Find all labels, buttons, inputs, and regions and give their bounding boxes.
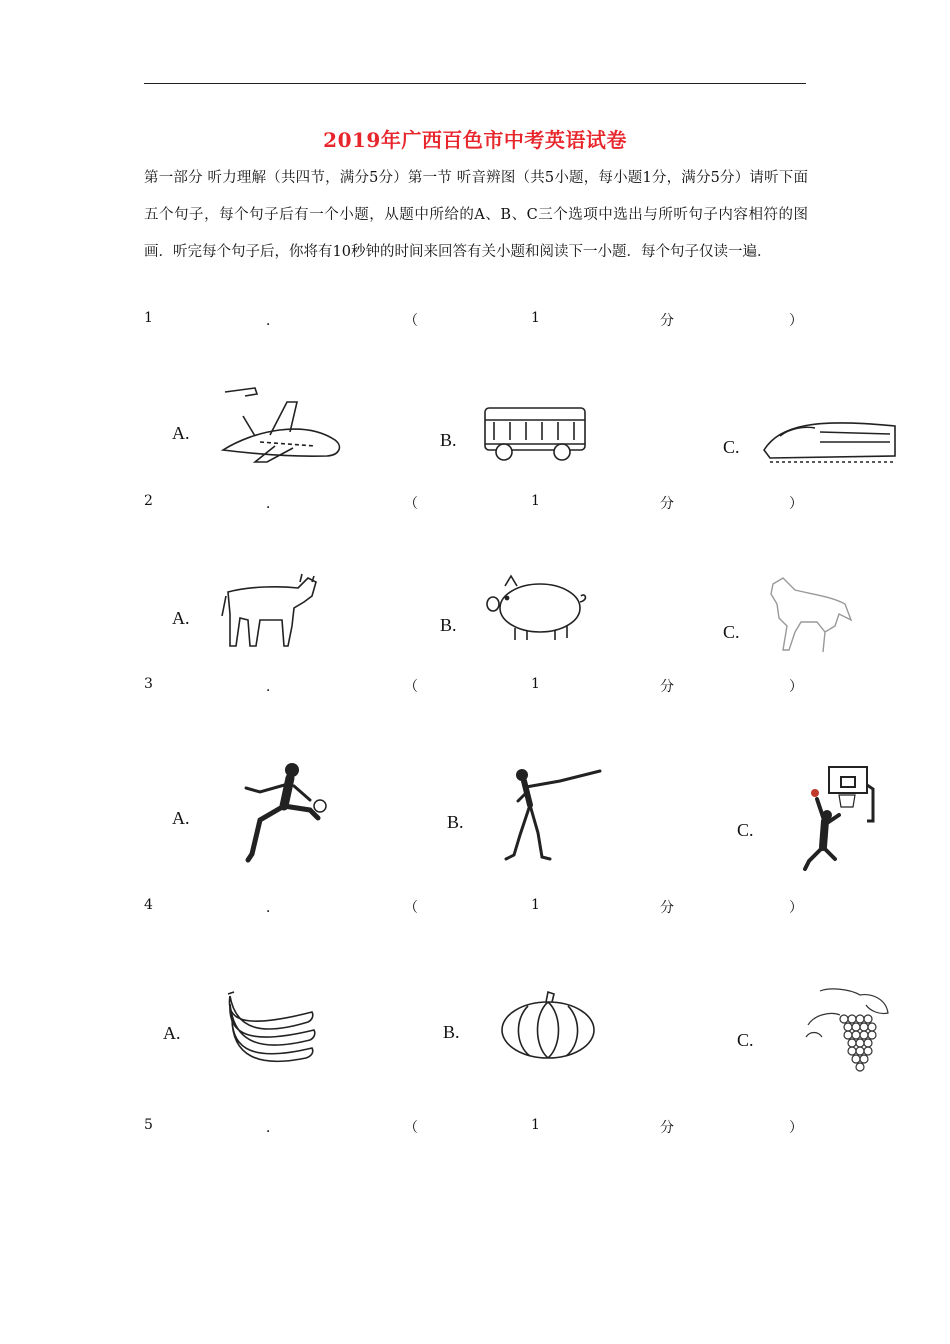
skater-icon (500, 765, 610, 865)
question-4-line (144, 897, 808, 917)
cow-icon (220, 568, 320, 648)
page-title: 2019年广西百色市中考英语试卷 (323, 128, 627, 152)
question-dot: ． (266, 1120, 280, 1136)
question-number: 5 (144, 1117, 153, 1133)
answer-paren-close: ） (789, 1120, 803, 1136)
question-number: 4 (144, 897, 153, 913)
question-score: 1 (531, 493, 540, 509)
question-2-line (144, 493, 808, 513)
question-number: 2 (144, 493, 153, 509)
score-unit: 分 (660, 496, 674, 512)
option-c-label[interactable]: C. (723, 437, 740, 457)
horse-icon (765, 570, 855, 655)
answer-paren-open: （ (404, 313, 418, 329)
score-unit: 分 (660, 679, 674, 695)
question-3-options (160, 760, 905, 880)
option-c-label[interactable]: C. (737, 820, 754, 840)
option-b-label[interactable]: B. (440, 430, 457, 450)
airplane-icon (215, 380, 350, 465)
question-1-options (160, 375, 905, 485)
answer-paren-open: （ (404, 496, 418, 512)
option-c-label[interactable]: C. (737, 1030, 754, 1050)
grapes-icon (800, 985, 895, 1080)
score-unit: 分 (660, 900, 674, 916)
answer-paren-close: ） (789, 679, 803, 695)
option-b-label[interactable]: B. (443, 1022, 460, 1042)
question-score: 1 (531, 897, 540, 913)
answer-paren-close: ） (789, 313, 803, 329)
option-a-label[interactable]: A. (172, 608, 190, 628)
option-a-label[interactable]: A. (172, 808, 190, 828)
option-a-label[interactable]: A. (172, 423, 190, 443)
answer-paren-close: ） (789, 900, 803, 916)
option-b-label[interactable]: B. (440, 615, 457, 635)
answer-paren-close: ） (789, 496, 803, 512)
question-dot: ． (266, 496, 280, 512)
option-c-label[interactable]: C. (723, 622, 740, 642)
score-unit: 分 (660, 313, 674, 329)
question-score: 1 (531, 310, 540, 326)
question-5-line (144, 1117, 808, 1137)
basketball-player-icon (795, 765, 875, 875)
option-a-label[interactable]: A. (163, 1023, 181, 1043)
answer-paren-open: （ (404, 900, 418, 916)
question-3-line (144, 676, 808, 696)
question-2-options (160, 560, 905, 670)
answer-paren-open: （ (404, 679, 418, 695)
question-dot: ． (266, 313, 280, 329)
question-number: 3 (144, 676, 153, 692)
football-player-icon (240, 760, 330, 868)
option-b-label[interactable]: B. (447, 812, 464, 832)
header-rule (144, 83, 806, 84)
pig-icon (485, 570, 590, 645)
answer-paren-open: （ (404, 1120, 418, 1136)
bananas-icon (222, 990, 317, 1065)
question-dot: ． (266, 679, 280, 695)
question-1-line (144, 310, 808, 330)
bus-icon (482, 400, 592, 465)
question-score: 1 (531, 1117, 540, 1133)
instructions-text: 第一部分 听力理解（共四节，满分5分）第一节 听音辨图（共5小题，每小题1分，满分5分）请听下面五个句子，每个句子后有一个小题，从题中所给的A、B、C三个选项中选出与所听句子内容相符的图画．听完每个句子后，你将有10秒钟的时间来回答有关小题和阅读下一小题．每个句子仅读一遍． (144, 170, 808, 260)
train-icon (760, 410, 900, 470)
question-score: 1 (531, 676, 540, 692)
score-unit: 分 (660, 1120, 674, 1136)
question-4-options (160, 985, 905, 1085)
question-dot: ． (266, 900, 280, 916)
question-number: 1 (144, 310, 153, 326)
section-instructions (144, 160, 808, 271)
pumpkin-icon (498, 990, 598, 1062)
